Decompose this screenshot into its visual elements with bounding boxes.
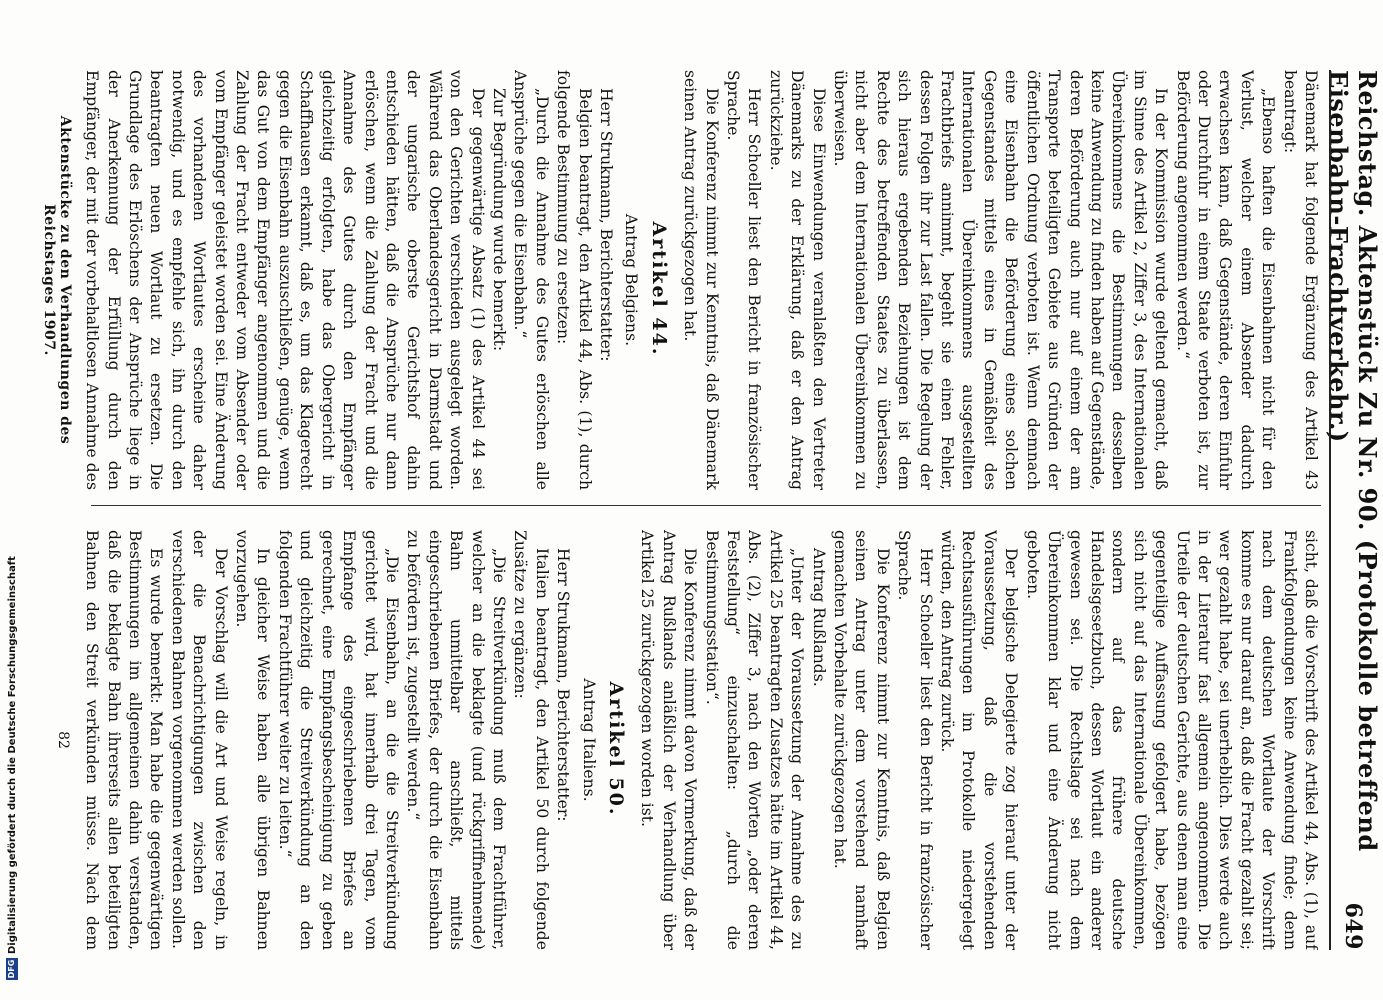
paragraph: „Die Streitverkündung muß dem Frachtführer, welcher an die beklagte (und rückgriffnehmende) Bahn unmittelbar anschließt, mittels eingeschriebenen Briefes, der durch die Eisenbahn zu befördern ist, zugestellt werden.“ bbox=[404, 530, 508, 950]
paragraph: Herr Schoeller liest den Bericht in französischer Sprache. bbox=[895, 530, 935, 950]
paragraph: Antrag Belgiens. bbox=[622, 213, 641, 347]
paragraph: Belgien beantragt, den Artikel 44, Abs. (1), durch folgende Bestimmung zu ersetzen: bbox=[554, 70, 594, 490]
paragraph: Herr Strukmann, Berichterstatter: bbox=[597, 88, 615, 362]
paragraph: Der belgische Delegierte zog hierauf unter der Voraussetzung, daß die vorstehenden Rechtsausführungen im Protokolle niedergelegt würden, den Antrag zurück. bbox=[938, 530, 1021, 950]
paragraph: Es wurde bemerkt: Man habe die gegenwärtigen Bestimmungen im allgemeinen dahin verstanden, daß die beklagte Bahn ihrerseits allen beteiligten Bahnen den Streit verkünden müsse. Nach dem bbox=[83, 530, 166, 950]
paragraph: „Die Eisenbahn, an die die Streitverkündung gerichtet wird, hat innerhalb drei Tagen, vom Empfange des eingeschriebenen Briefes an gerechnet, eine Empfangsbescheinigung zu geben und gleichzeitig die Streitverkündung an den folgenden Frachtführer weiter zu leiten.“ bbox=[275, 530, 401, 950]
page-number: 649 bbox=[1340, 902, 1366, 950]
paragraph: Diese Einwendungen veranlaßten den Vertreter Dänemarks zu der Erklärung, daß er den Antrag zurückziehe. bbox=[766, 70, 828, 490]
paragraph: In gleicher Weise haben alle übrigen Bahnen vorzugehen. bbox=[233, 530, 273, 950]
footer-page-number: 82 bbox=[55, 731, 71, 749]
paragraph: „Ebenso haften die Eisenbahnen nicht für den Verlust, welcher einem Absender dadurch erwachsen kann, daß Gegenstände, deren Einfuhr oder Durchfuhr in einem Staate verboten ist, zur Beförderung angenommen werden.“ bbox=[1173, 70, 1278, 490]
paragraph: Die Konferenz nimmt zur Kenntnis, daß Belgien seinen Antrag unter dem vorstehend namhaft gemachten Vorbehalte zurückgezogen hat. bbox=[831, 530, 892, 950]
header-title: Reichstag. Aktenstück Zu Nr. 90. (Protokolle betreffend Eisenbahn-Frachtverkehr.) bbox=[1324, 70, 1382, 852]
paragraph: „Unter der Voraussetzung der Annahme des zu Artikel 25 beantragten Zusatzes hätte im Artikel 44, Abs. (2), Ziffer 3, nach den Worten „oder deren Feststellung“ einzuschalten: „durch die Bestimmungsstation“. bbox=[702, 530, 807, 950]
paragraph: In der Kommission wurde geltend gemacht, daß im Sinne des Artikel 2, Ziffer 3, des Internationalen Übereinkommens die Bestimmungen desselben keine Anwendung zu finden haben auf Gegenstände, deren Beförderung auch nur auf einem der am Transporte beteiligten Gebiete aus Gründen der öffentlichen Ordnung verboten ist. Wenn demnach eine Eisenbahn die Beförderung eines solchen Gegenstandes mittels eines in Gemäßheit des Internationalen Übereinkommens ausgestellten Frachtbriefs annimmt, begeht sie einen Fehler, dessen Folgen ihr zur Last fallen. Die Regelung der sich hieraus ergebenden Beziehungen ist dem Rechte des betreffenden Staates zu überlassen, nicht aber dem Internationalen Übereinkommen zu überweisen. bbox=[831, 70, 1171, 490]
column-divider bbox=[91, 505, 1321, 506]
paragraph: Dänemark hat folgende Ergänzung des Artikel 43 beantragt: bbox=[1280, 70, 1320, 490]
paragraph: Der Vorschlag will die Art und Weise regeln, in der die Benachrichtigungen zwischen den verschiedenen Bahnen vorgenommen werden sollen. bbox=[168, 530, 230, 950]
header-rule bbox=[1329, 70, 1331, 950]
dfg-logo-icon: DFG bbox=[7, 959, 16, 979]
paragraph: Die Konferenz nimmt zur Kenntnis, daß Dänemark seinen Antrag zurückgezogen hat. bbox=[681, 70, 721, 490]
paragraph: Herr Strukmann, Berichterstatter: bbox=[554, 548, 573, 822]
paragraph: Der gegenwärtige Absatz (1) des Artikel 44 sei von den Gerichten verschieden ausgelegt worden. Während das Oberlandesgericht in Darmstadt und der ungarische oberste Gerichtshof dahin entschieden hätten, daß die Ansprüche nur dann erlöschen, wenn die Zahlung der Fracht und die Annahme des Gutes durch den Empfänger gleichzeitig erfolgten, habe das Obergericht in Schaffhausen erkannt, daß es, um das Klagerecht gegen die Eisenbahn auszuschließen, genüge, wenn das Gut von dem Empfänger angenommen und die Zahlung der Fracht entweder vom Absender oder vom Empfänger geleistet worden sei. Eine Änderung des vorhandenen Wortlautes erscheine daher notwendig, und es empfehle sich, ihn durch den beantragten neuen Wortlaut zu ersetzen. Die Grundlage des Erlöschens der Ansprüche liege in der Anerkennung der Erfüllung durch den Empfänger, der mit der vorbehaltlosen Annahme des bbox=[83, 70, 487, 490]
paragraph: Die Konferenz nimmt davon Vormerkung, daß der Antrag Rußlands anläßlich der Verhandlung über Artikel 25 zurückgezogen worden ist. bbox=[638, 530, 700, 950]
paragraph: Italien beantragt, den Artikel 50 durch folgende Zusätze zu ergänzen: bbox=[511, 530, 551, 950]
digitization-stamp-text: Digitalisierung gefördert durch die Deutsche Forschungsgemeinschaft bbox=[7, 556, 18, 954]
paragraph: Antrag Rußlands. bbox=[809, 548, 828, 687]
page-header bbox=[1324, 70, 1382, 950]
section-heading: Artikel 44. bbox=[647, 221, 670, 357]
paragraph: Herr Schoeller liest den Bericht in französischer Sprache. bbox=[724, 70, 764, 490]
right-column bbox=[81, 530, 1321, 950]
paragraph: „Durch die Annahme des Gutes erlöschen alle Ansprüche gegen die Eisenbahn.“ bbox=[511, 70, 551, 490]
footer-source: Aktenstücke zu den Verhandlungen des Reichstages 1907. bbox=[41, 115, 73, 445]
paragraph: Antrag Italiens. bbox=[579, 678, 598, 802]
paragraph: sicht, daß die Vorschrift des Artikel 44, Abs. (1), auf Frankfolgendungen keine Anwendung finde; denn nach dem deutschen Wortlaute der Vorschrift komme es nur darauf an, daß die Fracht gezahlt sei; wer gezahlt habe, sei unerheblich. Dies werde auch in der Literatur fast allgemein angenommen. Die Urteile der deutschen Gerichte, aus denen man eine gegenteilige Auffassung gefolgert habe, bezögen sich nicht auf das Internationale Übereinkommen, sondern auf das frühere deutsche Handelsgesetzbuch, dessen Wortlaut ein anderer gewesen sei. Die Rechtslage sei nach dem Übereinkommen klar und eine Änderung nicht geboten. bbox=[1023, 530, 1320, 950]
section-heading: Artikel 50. bbox=[605, 681, 627, 817]
paragraph: Zur Begründung wurde bemerkt: bbox=[489, 88, 508, 352]
left-column bbox=[81, 70, 1321, 490]
